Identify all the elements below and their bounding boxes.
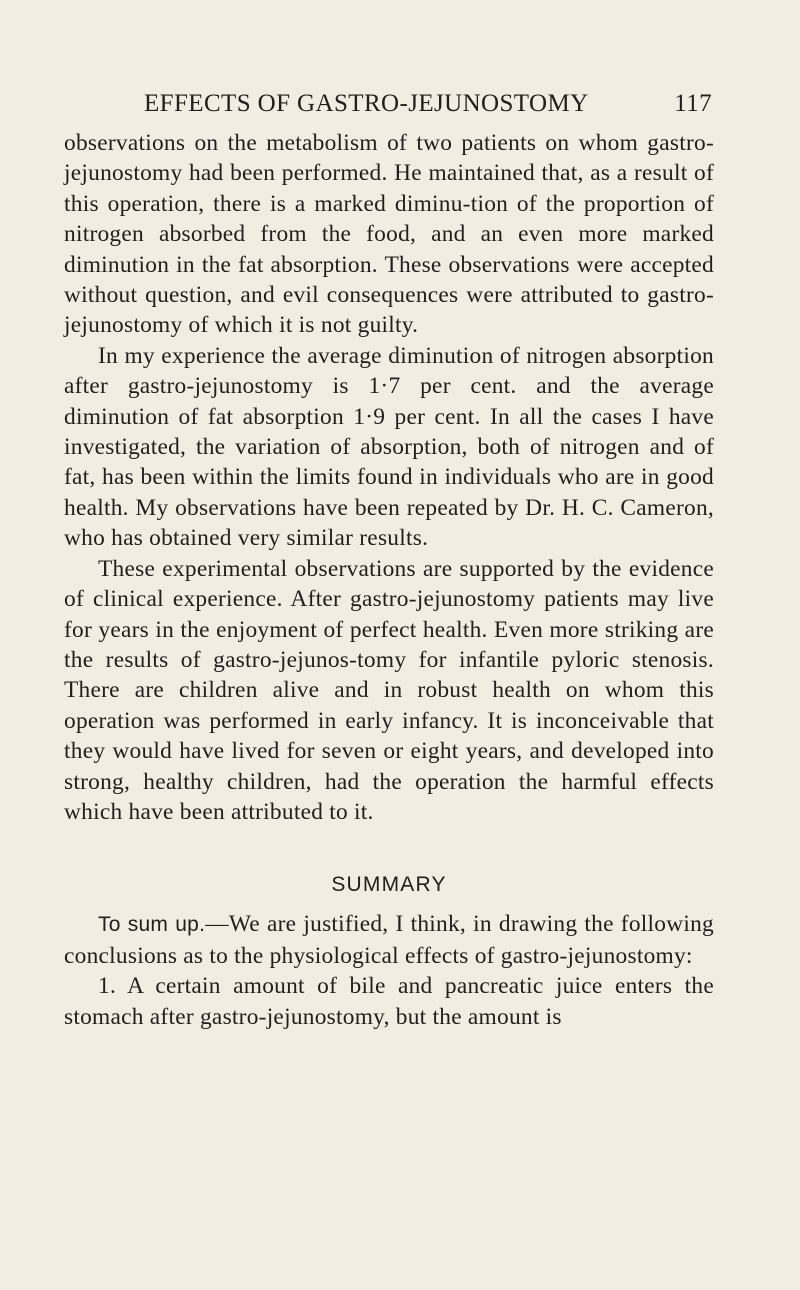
summary-intro-lead: To sum up. bbox=[98, 913, 206, 937]
paragraph-clinical-evidence: These experimental observations are supported by the evidence of clinical experience. After gastro-jejunostomy patients may live for years in the enjoyment of perfect health. Even more striking are the results of gastro-jejunos-tomy for infantile pyloric stenosis. There are children alive and in robust health on whom this operation was performed in early infancy. It is inconceivable that they would have lived for seven or eight years, and developed into strong, healthy children, had the operation the harmful effects which have been attributed to it. bbox=[64, 555, 714, 825]
running-head bbox=[64, 88, 714, 128]
summary-heading: SUMMARY bbox=[331, 873, 447, 897]
paragraph-experience: In my experience the average diminution of nitrogen absorption after gastro-jejunostomy is 1·7 per cent. and the average diminution of fat absorption 1·9 per cent. In all the cases I have investigated, the variation of absorption, both of nitrogen and of fat, has been within the limits found in individuals who are in good health. My observations have been repeated by Dr. H. C. Cameron, who has obtained very similar results. bbox=[64, 342, 714, 552]
book-page bbox=[64, 88, 714, 1032]
paragraph-continuation: observations on the metabolism of two patients on whom gastro-jejunostomy had been performed. He maintained that, as a result of this operation, there is a marked diminu-tion of the proportion of nitrogen absorbed from the food, and an even more marked diminution in the fat absorption. These observations were accepted without question, and evil consequences were attributed to gastro-jejunostomy of which it is not guilty. bbox=[64, 130, 714, 339]
summary-text bbox=[64, 909, 714, 1032]
page-number: 117 bbox=[674, 90, 712, 117]
summary-item-1: 1. A certain amount of bile and pancreatic juice enters the stomach after gastro-jejunostomy, but the amount is bbox=[64, 973, 714, 1030]
summary-intro-rest: —We are justified, I think, in drawing the following conclusions as to the physiological effects of gastro-jejunostomy: bbox=[64, 911, 714, 969]
body-text bbox=[64, 128, 714, 827]
running-title: EFFECTS OF GASTRO-JEJUNOSTOMY bbox=[144, 90, 589, 117]
summary-intro bbox=[64, 909, 714, 971]
